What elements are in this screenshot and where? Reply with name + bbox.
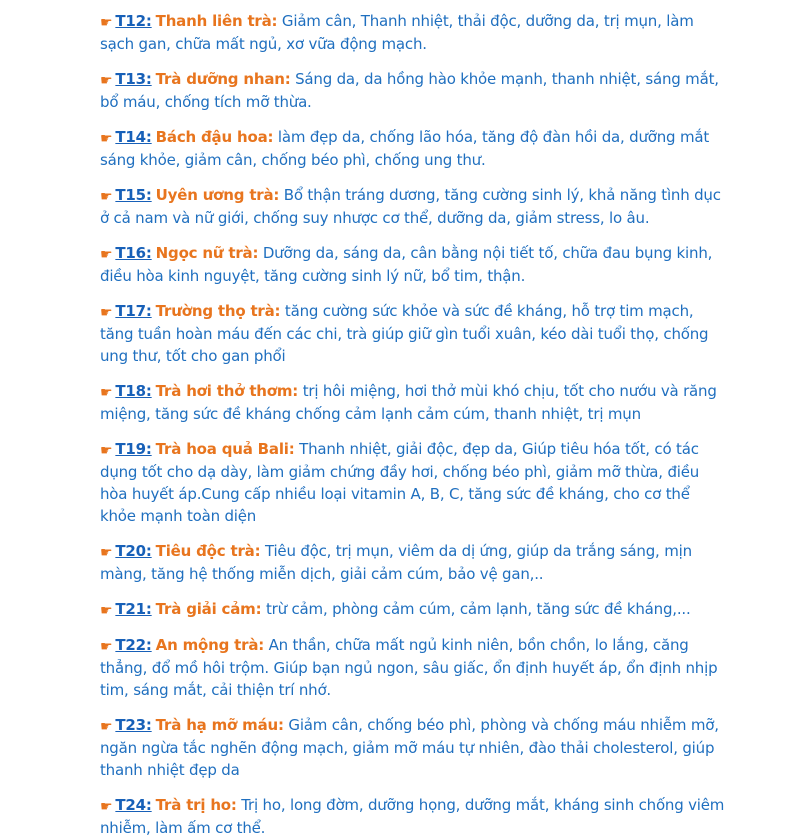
pointing-hand-icon: ☛ (100, 443, 113, 459)
pointing-hand-icon: ☛ (100, 799, 113, 815)
tea-name: Trà giải cảm: (155, 600, 262, 618)
tea-description: Bổ thận tráng dương, tăng cường sinh lý, khả năng tình dục ở cả nam và nữ giới, chống suy nhược cơ thể, dưỡng da, giảm stress, lo âu. (100, 186, 721, 227)
tea-item (0, 714, 800, 781)
tea-description: Giảm cân, Thanh nhiệt, thải độc, dưỡng da, trị mụn, làm sạch gan, chữa mất ngủ, xơ vữa động mạch. (100, 12, 694, 53)
tea-code[interactable]: T14: (115, 128, 152, 146)
tea-code[interactable]: T13: (115, 70, 152, 88)
tea-name: Trà trị ho: (155, 796, 237, 814)
tea-name: Uyên ương trà: (155, 186, 280, 204)
tea-code[interactable]: T24: (115, 796, 152, 814)
pointing-hand-icon: ☛ (100, 15, 113, 31)
tea-item (0, 10, 800, 55)
tea-description: trừ cảm, phòng cảm cúm, cảm lạnh, tăng sức đề kháng,... (265, 600, 691, 618)
tea-name: Trà hạ mỡ máu: (155, 716, 284, 734)
tea-name: Trà hơi thở thơm: (155, 382, 299, 400)
tea-item (0, 184, 800, 229)
pointing-hand-icon: ☛ (100, 73, 113, 89)
pointing-hand-icon: ☛ (100, 639, 113, 655)
pointing-hand-icon: ☛ (100, 305, 113, 321)
tea-name: Trường thọ trà: (155, 302, 281, 320)
tea-description: Trị ho, long đờm, dưỡng họng, dưỡng mắt, kháng sinh chống viêm nhiễm, làm ấm cơ thể. (100, 796, 725, 837)
tea-description: Dưỡng da, sáng da, cân bằng nội tiết tố, chữa đau bụng kinh, điều hòa kinh nguyệt, tăng cường sinh lý nữ, bổ tim, thận. (100, 244, 713, 285)
tea-name: Trà dưỡng nhan: (155, 70, 291, 88)
tea-code[interactable]: T19: (115, 440, 152, 458)
tea-item (0, 380, 800, 425)
pointing-hand-icon: ☛ (100, 131, 113, 147)
tea-description: Sáng da, da hồng hào khỏe mạnh, thanh nhiệt, sáng mắt, bổ máu, chống tích mỡ thừa. (100, 70, 719, 111)
tea-name: Thanh liên trà: (155, 12, 278, 30)
tea-code[interactable]: T21: (115, 600, 152, 618)
tea-description: tăng cường sức khỏe và sức đề kháng, hỗ trợ tim mạch, tăng tuần hoàn máu đến các chi, trà giúp giữ gìn tuổi xuân, kéo dài tuổi thọ, chống ung thư, tốt cho gan phổi (100, 302, 709, 365)
tea-code[interactable]: T17: (115, 302, 152, 320)
pointing-hand-icon: ☛ (100, 247, 113, 263)
tea-item (0, 68, 800, 113)
tea-item (0, 794, 800, 839)
pointing-hand-icon: ☛ (100, 719, 113, 735)
tea-item (0, 126, 800, 171)
tea-name: Bách đậu hoa: (155, 128, 274, 146)
tea-name: An mộng trà: (155, 636, 265, 654)
tea-description: làm đẹp da, chống lão hóa, tăng độ đàn hồi da, dưỡng mắt sáng khỏe, giảm cân, chống béo phì, chống ung thư. (100, 128, 710, 169)
tea-code[interactable]: T12: (115, 12, 152, 30)
tea-item (0, 300, 800, 367)
tea-item (0, 438, 800, 527)
tea-description: trị hôi miệng, hơi thở mùi khó chịu, tốt cho nướu và răng miệng, tăng sức đề kháng chống cảm lạnh cảm cúm, thanh nhiệt, trị mụn (100, 382, 717, 423)
tea-description: Giảm cân, chống béo phì, phòng và chống máu nhiễm mỡ, ngăn ngừa tắc nghẽn động mạch, giảm mỡ máu tự nhiên, đào thải cholesterol, giúp thanh nhiệt đẹp da (100, 716, 719, 779)
tea-item (0, 540, 800, 585)
tea-code[interactable]: T22: (115, 636, 152, 654)
tea-name: Trà hoa quả Bali: (155, 440, 295, 458)
tea-description: An thần, chữa mất ngủ kinh niên, bồn chồn, lo lắng, căng thẳng, đổ mồ hôi trộm. Giúp bạn ngủ ngon, sâu giấc, ổn định huyết áp, ổn định nhịp tim, sáng mắt, cải thiện trí nhớ. (100, 636, 718, 699)
tea-code[interactable]: T16: (115, 244, 152, 262)
tea-code[interactable]: T15: (115, 186, 152, 204)
tea-code[interactable]: T20: (115, 542, 152, 560)
pointing-hand-icon: ☛ (100, 385, 113, 401)
tea-description: Thanh nhiệt, giải độc, đẹp da, Giúp tiêu hóa tốt, có tác dụng tốt cho dạ dày, làm giảm chứng đầy hơi, chống béo phì, giảm mỡ thừa, điều hòa huyết áp.Cung cấp nhiều loại vitamin A, B, C, tăng sức đề kháng, cho cơ thể khỏe mạnh toàn diện (100, 440, 700, 525)
pointing-hand-icon: ☛ (100, 603, 113, 619)
pointing-hand-icon: ☛ (100, 189, 113, 205)
tea-item (0, 634, 800, 701)
tea-name: Tiêu độc trà: (155, 542, 261, 560)
tea-name: Ngọc nữ trà: (155, 244, 259, 262)
tea-code[interactable]: T23: (115, 716, 152, 734)
tea-item (0, 598, 800, 621)
tea-code[interactable]: T18: (115, 382, 152, 400)
tea-item (0, 242, 800, 287)
pointing-hand-icon: ☛ (100, 545, 113, 561)
tea-description: Tiêu độc, trị mụn, viêm da dị ứng, giúp da trắng sáng, mịn màng, tăng hệ thống miễn dịch, giải cảm cúm, bảo vệ gan,.. (100, 542, 692, 583)
